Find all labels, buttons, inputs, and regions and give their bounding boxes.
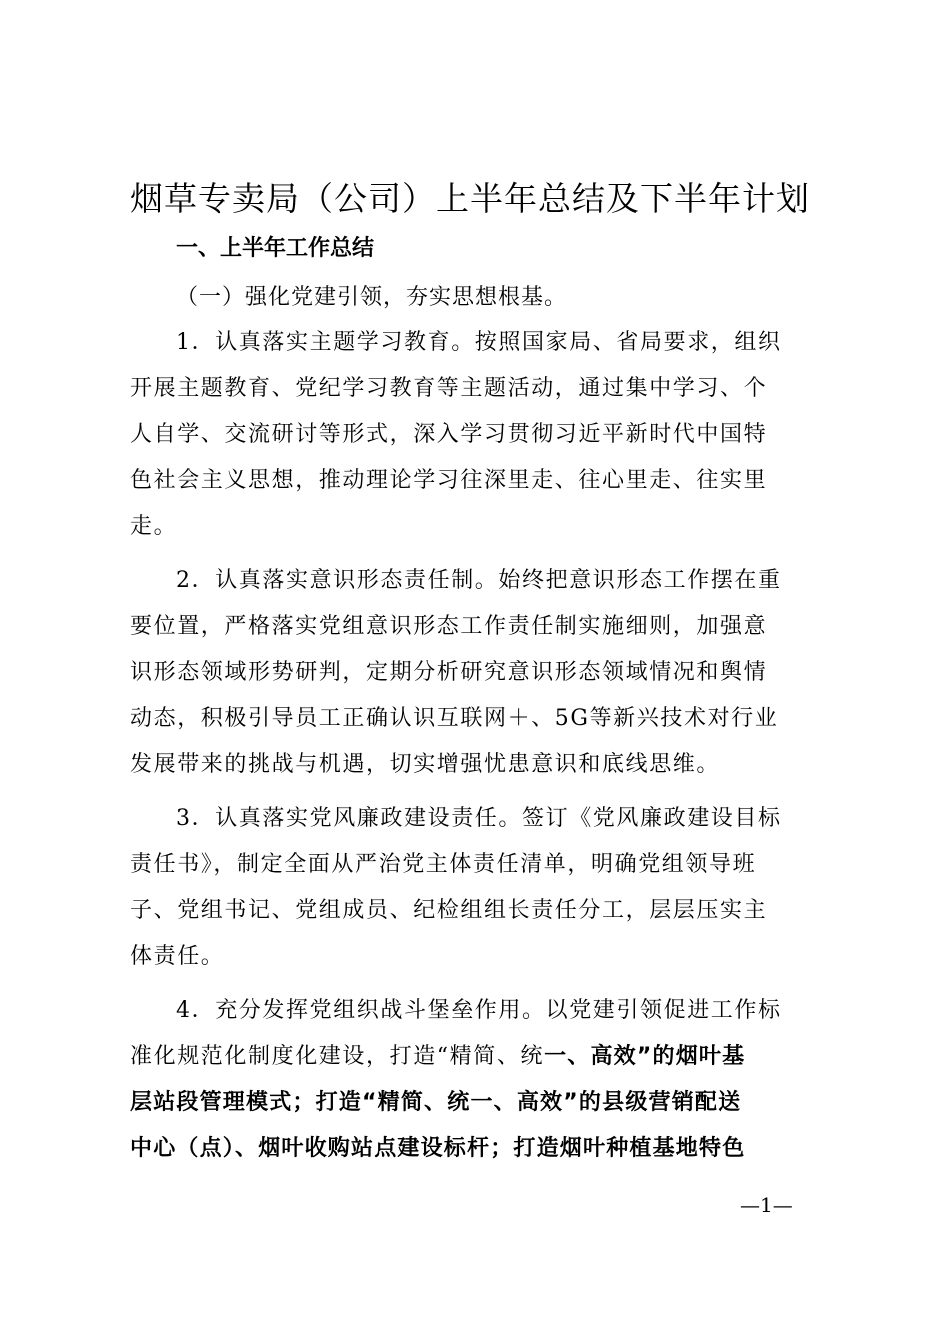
paragraph-line: 人自学、交流研讨等形式，深入学习贯彻习近平新时代中国特	[130, 422, 768, 447]
paragraph-line: 2．认真落实意识形态责任制。始终把意识形态工作摆在重	[176, 568, 782, 593]
paragraph-line: 走。	[130, 514, 178, 539]
paragraph-line: 体责任。	[130, 944, 225, 969]
paragraph-line: 责任书》，制定全面从严治党主体责任清单，明确党组领导班	[130, 852, 757, 877]
section-heading: 一、上半年工作总结	[176, 236, 375, 261]
paragraph-line: 发展带来的挑战与机遇，切实增强忧患意识和底线思维。	[130, 752, 721, 777]
body-text	[130, 320, 830, 1172]
paragraph-line: 1．认真落实主题学习教育。按照国家局、省局要求，组织	[176, 330, 782, 355]
paragraph-line-bold-part: 一、高效”的烟叶基	[544, 1044, 746, 1069]
paragraph-4	[130, 988, 830, 1172]
paragraph-line: 开展主题教育、党纪学习教育等主题活动，通过集中学习、个	[130, 376, 768, 401]
paragraph-line: 识形态领域形势研判，定期分析研究意识形态领域情况和舆情	[130, 660, 768, 685]
paragraph-1	[130, 320, 830, 550]
paragraph-line: 动态，积极引导员工正确认识互联网＋、5G等新兴技术对行业	[130, 706, 779, 731]
page-number: —1—	[740, 1193, 793, 1217]
paragraph-line-bold: 中心（点）、烟叶收购站点建设标杆；打造烟叶种植基地特色	[130, 1136, 746, 1161]
paragraph-line: 色社会主义思想，推动理论学习往深里走、往心里走、往实里	[130, 468, 768, 493]
paragraph-line: 要位置，严格落实党组意识形态工作责任制实施细则，加强意	[130, 614, 768, 639]
paragraph-line-mixed	[130, 1034, 830, 1080]
paragraph-line: 3．认真落实党风廉政建设责任。签订《党风廉政建设目标	[176, 806, 782, 831]
paragraph-3	[130, 796, 830, 980]
subsection-heading: （一）强化党建引领，夯实思想根基。	[176, 285, 568, 310]
paragraph-line-regular-part: 准化规范化制度化建设，打造“精简、统	[130, 1044, 545, 1069]
document-title: 烟草专卖局（公司）上半年总结及下半年计划	[130, 179, 810, 218]
paragraph-2	[130, 558, 830, 788]
paragraph-line-bold: 层站段管理模式；打造“精简、统一、高效”的县级营销配送	[130, 1090, 742, 1115]
paragraph-line: 4．充分发挥党组织战斗堡垒作用。以党建引领促进工作标	[176, 998, 782, 1023]
paragraph-line: 子、党组书记、党组成员、纪检组组长责任分工，层层压实主	[130, 898, 768, 923]
